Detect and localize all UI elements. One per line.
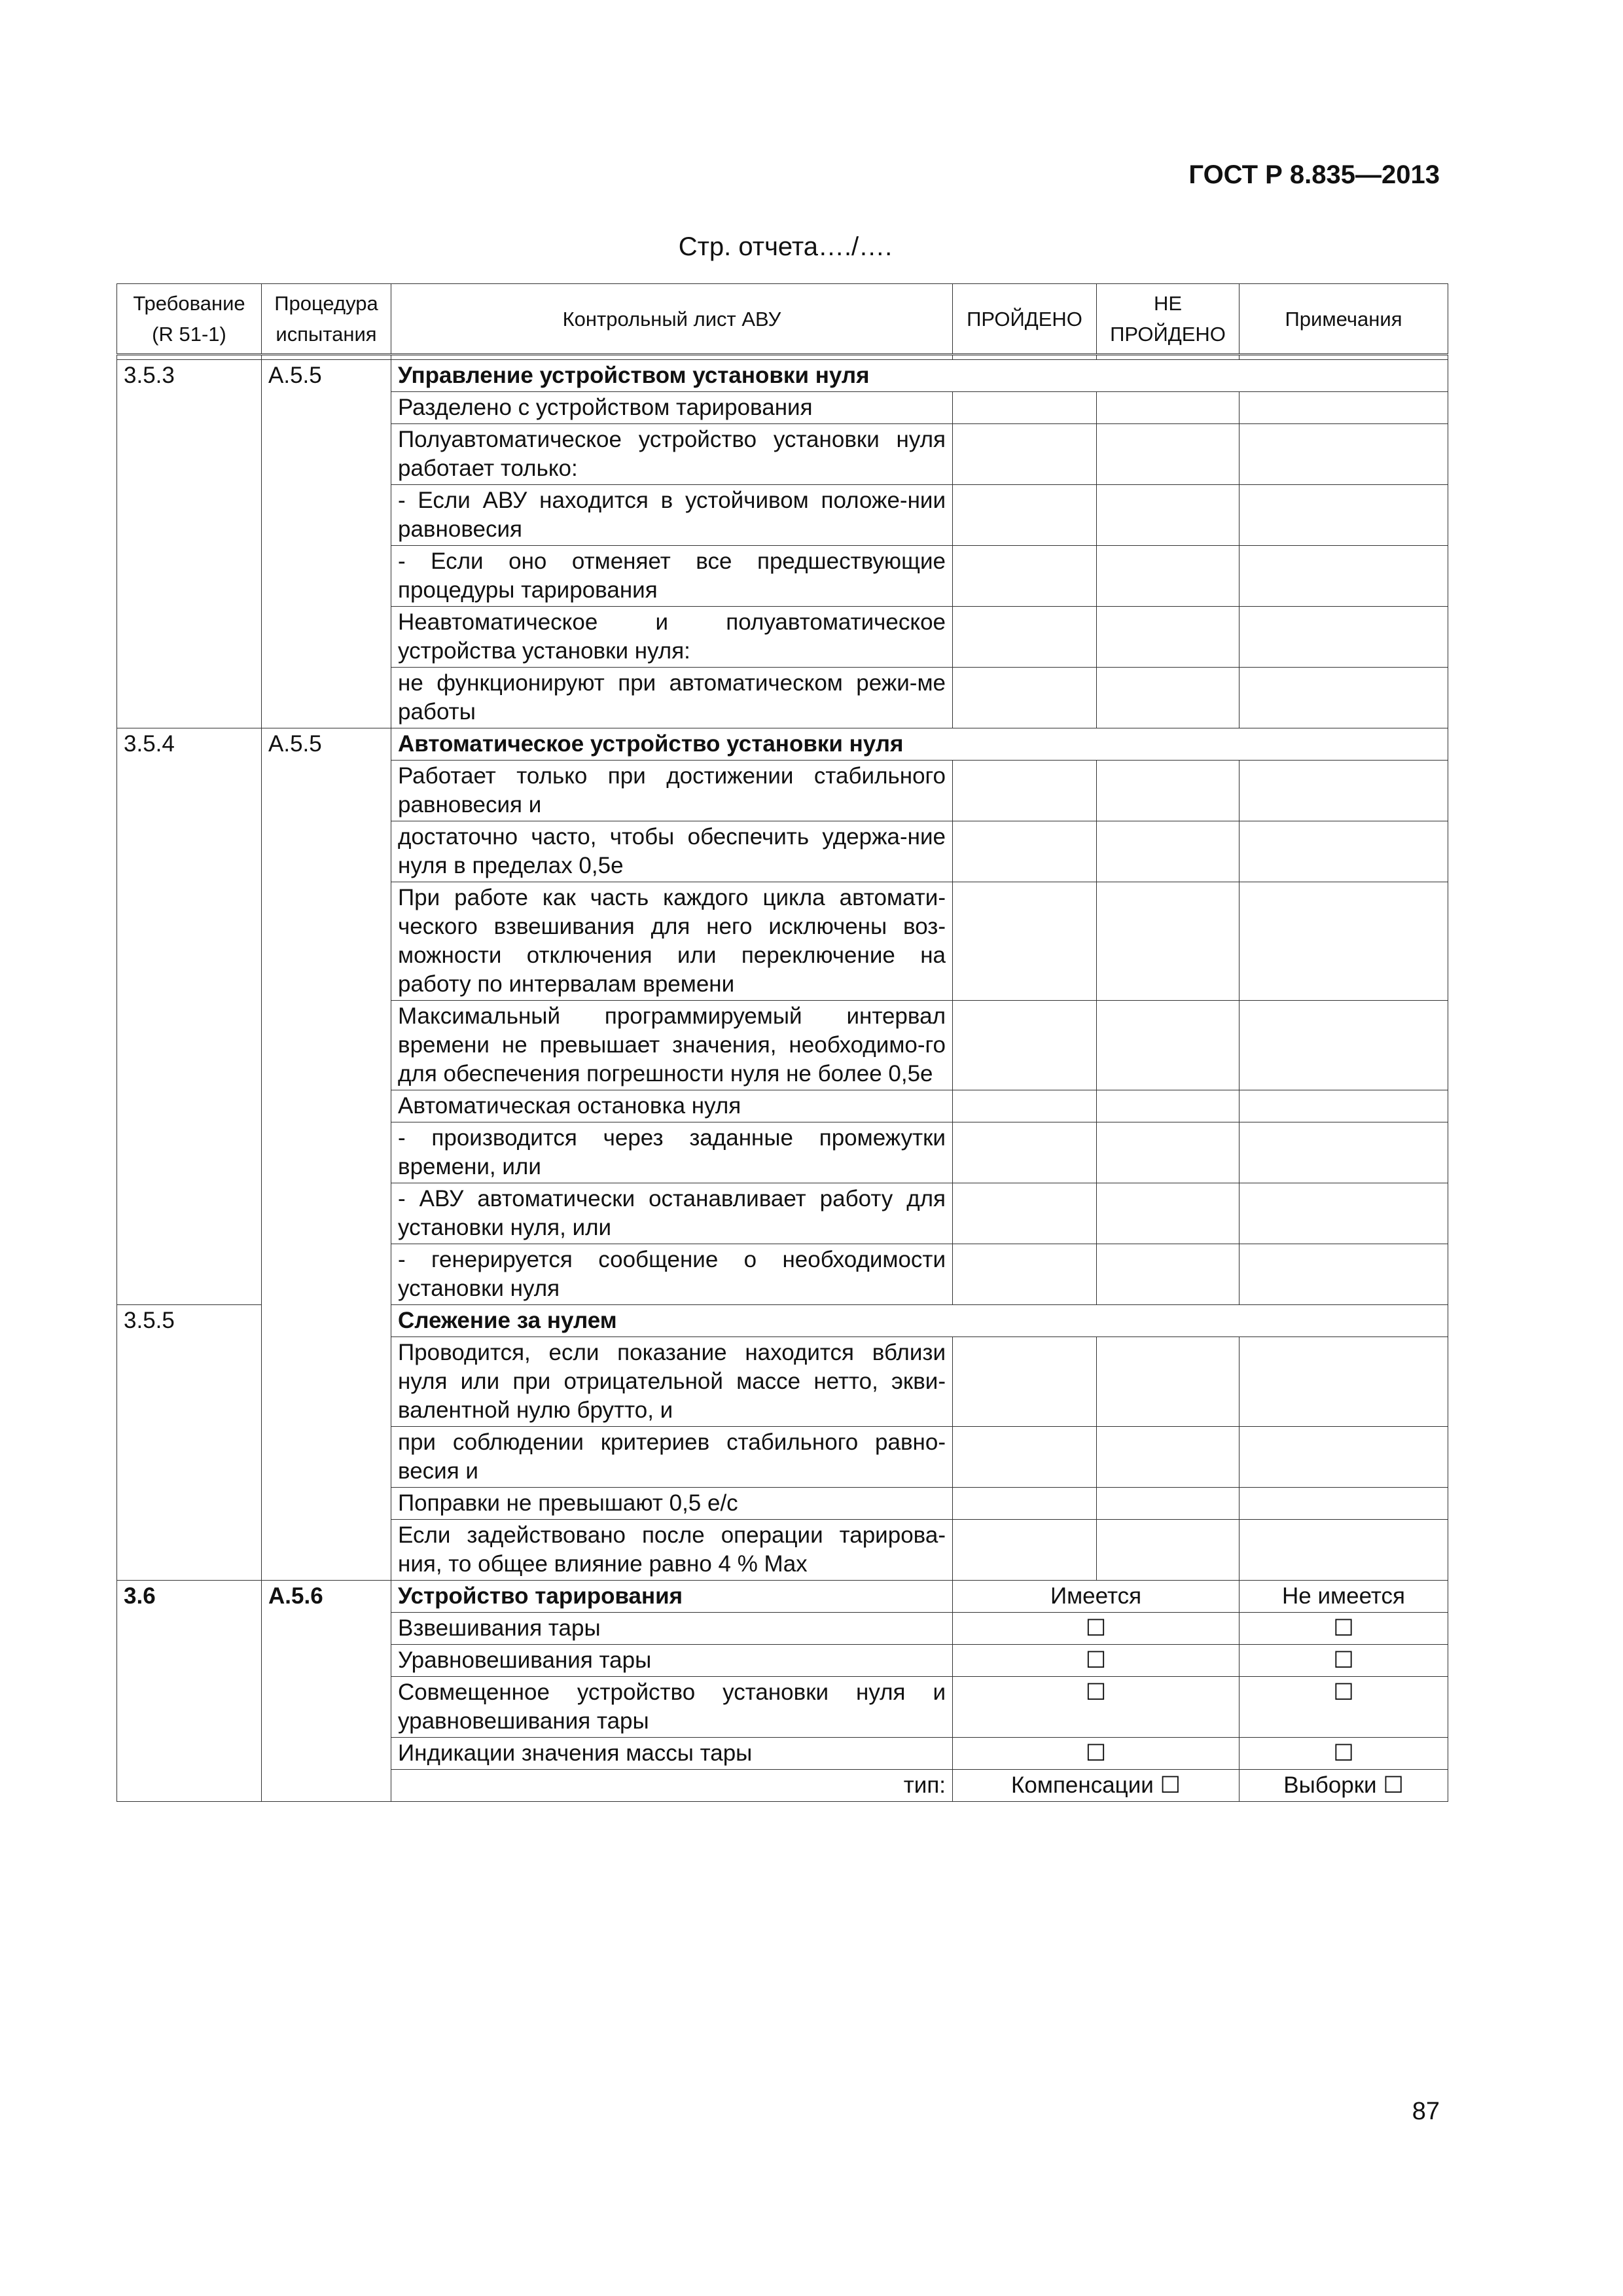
has-checkbox[interactable]: ☐ <box>953 1738 1240 1770</box>
passed-cell <box>953 607 1097 668</box>
checklist-item: Максимальный программируемый интервал времени не превышает значения, необходимо-го для обеспечения погрешности нуля не более 0,5е <box>391 1001 953 1090</box>
passed-cell <box>953 1337 1097 1427</box>
failed-cell <box>1097 1427 1240 1488</box>
procedure-number: А.5.5 <box>262 360 391 728</box>
failed-cell <box>1097 607 1240 668</box>
notes-cell <box>1240 424 1448 485</box>
notes-cell <box>1240 1001 1448 1090</box>
passed-cell <box>953 761 1097 821</box>
col-failed: НЕ ПРОЙДЕНО <box>1097 284 1240 355</box>
procedure-number: А.5.5 <box>262 728 391 1581</box>
passed-cell <box>953 1122 1097 1183</box>
page-number: 87 <box>1412 2098 1440 2125</box>
failed-cell <box>1097 546 1240 607</box>
standard-code: ГОСТ Р 8.835—2013 <box>1188 160 1440 189</box>
checklist-item: не функционируют при автоматическом режи-ме работы <box>391 668 953 728</box>
passed-cell <box>953 392 1097 424</box>
failed-cell <box>1097 1122 1240 1183</box>
notes-cell <box>1240 1244 1448 1305</box>
notes-cell <box>1240 761 1448 821</box>
notes-cell <box>1240 607 1448 668</box>
checklist-item: - генерируется сообщение о необходимости установки нуля <box>391 1244 953 1305</box>
type-label: тип: <box>391 1770 953 1802</box>
has-checkbox[interactable]: ☐ <box>953 1677 1240 1738</box>
passed-cell <box>953 1427 1097 1488</box>
checklist-item: - Если оно отменяет все предшествующие процедуры тарирования <box>391 546 953 607</box>
has-column-label: Имеется <box>953 1581 1240 1613</box>
checklist-item: Уравновешивания тары <box>391 1645 953 1677</box>
section-title-row <box>117 728 1448 761</box>
checklist-item: Если задействовано после операции тарирова-ния, то общее влияние равно 4 % Max <box>391 1520 953 1581</box>
notes-cell <box>1240 1427 1448 1488</box>
section-title: Слежение за нулем <box>391 1305 1448 1337</box>
procedure-number: А.5.6 <box>262 1581 391 1802</box>
notes-cell <box>1240 1520 1448 1581</box>
checklist-item: Совмещенное устройство установки нуля и уравновешивания тары <box>391 1677 953 1738</box>
failed-cell <box>1097 1090 1240 1122</box>
checklist-item: При работе как часть каждого цикла автомати-ческого взвешивания для него исключены воз-можности отключения или переключение на работу по интервалам времени <box>391 882 953 1001</box>
passed-cell <box>953 485 1097 546</box>
notes-cell <box>1240 1122 1448 1183</box>
failed-cell <box>1097 1001 1240 1090</box>
has-checkbox[interactable]: ☐ <box>953 1645 1240 1677</box>
notes-cell <box>1240 821 1448 882</box>
checklist-item: - производится через заданные промежутки времени, или <box>391 1122 953 1183</box>
notes-cell <box>1240 485 1448 546</box>
notes-cell <box>1240 392 1448 424</box>
header-row <box>117 284 1448 355</box>
failed-cell <box>1097 668 1240 728</box>
col-notes: Примечания <box>1240 284 1448 355</box>
passed-cell <box>953 1001 1097 1090</box>
requirement-number: 3.5.3 <box>117 360 262 728</box>
hasnot-checkbox[interactable]: ☐ <box>1240 1677 1448 1738</box>
passed-cell <box>953 1183 1097 1244</box>
checklist-item: Взвешивания тары <box>391 1613 953 1645</box>
col-passed: ПРОЙДЕНО <box>953 284 1097 355</box>
col-checklist: Контрольный лист АВУ <box>391 284 953 355</box>
notes-cell <box>1240 1090 1448 1122</box>
failed-cell <box>1097 1183 1240 1244</box>
notes-cell <box>1240 1488 1448 1520</box>
notes-cell <box>1240 668 1448 728</box>
passed-cell <box>953 546 1097 607</box>
checklist-item: Работает только при достижении стабильного равновесия и <box>391 761 953 821</box>
passed-cell <box>953 1488 1097 1520</box>
notes-cell <box>1240 882 1448 1001</box>
header-separator <box>117 355 1448 360</box>
checklist-item: достаточно часто, чтобы обеспечить удержа-ние нуля в пределах 0,5е <box>391 821 953 882</box>
notes-cell <box>1240 1337 1448 1427</box>
col-requirement: Требование (R 51-1) <box>117 284 262 355</box>
failed-cell <box>1097 485 1240 546</box>
section-title: Устройство тарирования <box>391 1581 953 1613</box>
tare-title-row <box>117 1581 1448 1613</box>
requirement-number: 3.6 <box>117 1581 262 1802</box>
requirement-number: 3.5.4 <box>117 728 262 1305</box>
checklist-item: Разделено с устройством тарирования <box>391 392 953 424</box>
section-title-row <box>117 360 1448 392</box>
failed-cell <box>1097 392 1240 424</box>
notes-cell <box>1240 1183 1448 1244</box>
hasnot-checkbox[interactable]: ☐ <box>1240 1645 1448 1677</box>
checklist-item: - Если АВУ находится в устойчивом положе-нии равновесия <box>391 485 953 546</box>
col-procedure: Процедура испытания <box>262 284 391 355</box>
report-page-label: Стр. отчета…./…. <box>678 232 893 261</box>
checklist-table <box>116 283 1448 1802</box>
passed-cell <box>953 668 1097 728</box>
checklist-item: Автоматическая остановка нуля <box>391 1090 953 1122</box>
failed-cell <box>1097 1337 1240 1427</box>
failed-cell <box>1097 1488 1240 1520</box>
failed-cell <box>1097 821 1240 882</box>
section-title: Автоматическое устройство установки нуля <box>391 728 1448 761</box>
checklist-item: Поправки не превышают 0,5 е/с <box>391 1488 953 1520</box>
section-title: Управление устройством установки нуля <box>391 360 1448 392</box>
failed-cell <box>1097 1244 1240 1305</box>
hasnot-checkbox[interactable]: ☐ <box>1240 1613 1448 1645</box>
checklist-item: - АВУ автоматически останавливает работу для установки нуля, или <box>391 1183 953 1244</box>
passed-cell <box>953 1244 1097 1305</box>
requirement-number: 3.5.5 <box>117 1305 262 1581</box>
has-checkbox[interactable]: ☐ <box>953 1613 1240 1645</box>
failed-cell <box>1097 882 1240 1001</box>
passed-cell <box>953 1090 1097 1122</box>
notes-cell <box>1240 546 1448 607</box>
failed-cell <box>1097 424 1240 485</box>
failed-cell <box>1097 761 1240 821</box>
passed-cell <box>953 424 1097 485</box>
passed-cell <box>953 1520 1097 1581</box>
checklist-item: Неавтоматическое и полуавтоматическое устройства установки нуля: <box>391 607 953 668</box>
hasnot-column-label: Не имеется <box>1240 1581 1448 1613</box>
hasnot-checkbox[interactable]: ☐ <box>1240 1738 1448 1770</box>
type-compensation-option[interactable]: Компенсации ☐ <box>953 1770 1240 1802</box>
checklist-item: Полуавтоматическое устройство установки нуля работает только: <box>391 424 953 485</box>
passed-cell <box>953 882 1097 1001</box>
passed-cell <box>953 821 1097 882</box>
failed-cell <box>1097 1520 1240 1581</box>
checklist-item: Индикации значения массы тары <box>391 1738 953 1770</box>
checklist-item: при соблюдении критериев стабильного равно-весия и <box>391 1427 953 1488</box>
checklist-item: Проводится, если показание находится вблизи нуля или при отрицательной массе нетто, экви-валентной нулю брутто, и <box>391 1337 953 1427</box>
type-selection-option[interactable]: Выборки ☐ <box>1240 1770 1448 1802</box>
